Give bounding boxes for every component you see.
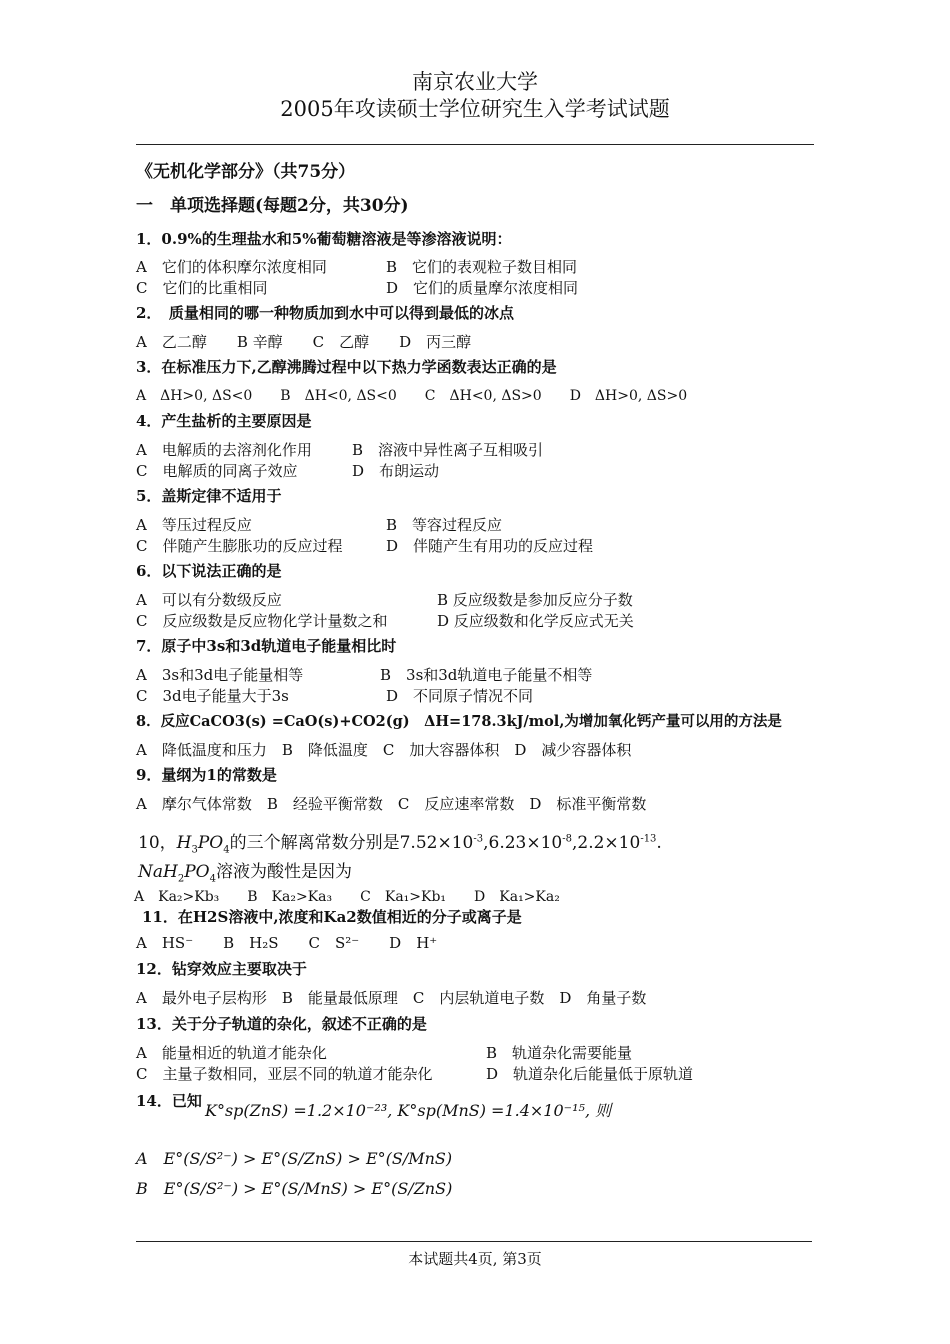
q5-option-a: A 等压过程反应 [136,516,252,534]
q13-option-d: D 轨道杂化后能量低于原轨道 [486,1065,694,1083]
question-4: 4．产生盐析的主要原因是 [136,412,312,430]
question-9: 9．量纲为1的常数是 [136,766,277,784]
page-footer: 本试题共4页, 第3页 [408,1250,542,1268]
q11-options: A HS⁻ B H₂S C S²⁻ D H⁺ [136,934,438,952]
question-10-line2: $NaH_2PO_4$溶液为酸性是因为 [138,862,352,885]
q5-option-d: D 伴随产生有用功的反应过程 [386,537,594,555]
q4-option-d: D 布朗运动 [352,462,440,480]
header-divider [136,144,814,145]
q13-option-c: C 主量子数相同，亚层不同的轨道才能杂化 [136,1065,433,1083]
question-6: 6．以下说法正确的是 [136,562,282,580]
question-7: 7．原子中3s和3d轨道电子能量相比时 [136,637,397,655]
q6-option-a: A 可以有分数级反应 [136,591,282,609]
question-1: 1．0.9%的生理盐水和5%葡萄糖溶液是等渗溶液说明： [136,230,512,248]
question-14: 14．已知 [136,1092,202,1110]
question-5: 5．盖斯定律不适用于 [136,487,282,505]
q4-option-c: C 电解质的同离子效应 [136,462,298,480]
q12-options: A 最外电子层构形 B 能量最低原理 C 内层轨道电子数 D 角量子数 [136,989,647,1007]
q1-option-a: A 它们的体积摩尔浓度相同 [136,258,327,276]
q1-option-c: C 它们的比重相同 [136,279,268,297]
q4-option-a: A 电解质的去溶剂化作用 [136,441,312,459]
q4-option-b: B 溶液中异性离子互相吸引 [352,441,544,459]
q5-option-c: C 伴随产生膨胀功的反应过程 [136,537,343,555]
q7-option-d: D 不同原子情况不同 [386,687,534,705]
q2-options: A 乙二醇 B 辛醇 C 乙醇 D 丙三醇 [136,333,472,351]
question-11: 11．在H2S溶液中,浓度和Ka2数值相近的分子或离子是 [142,908,522,926]
q1-option-b: B 它们的表观粒子数目相同 [386,258,578,276]
section-title: 《无机化学部分》（共75分） [136,162,356,182]
q9-options: A 摩尔气体常数 B 经验平衡常数 C 反应速率常数 D 标准平衡常数 [136,795,647,813]
question-12: 12．钻穿效应主要取决于 [136,960,307,978]
q14-formula: K°sp(ZnS) =1.2×10⁻²³, K°sp(MnS) =1.4×10⁻¹⁵, 则 [205,1101,612,1120]
university-name: 南京农业大学 [412,70,538,94]
part1-title: 一 单项选择题(每题2分，共30分) [136,196,409,216]
q13-option-a: A 能量相近的轨道才能杂化 [136,1044,327,1062]
question-13: 13．关于分子轨道的杂化，叙述不正确的是 [136,1015,427,1033]
q8-options: A 降低温度和压力 B 降低温度 C 加大容器体积 D 减少容器体积 [136,741,632,759]
footer-divider [136,1241,812,1242]
question-2: 2． 质量相同的哪一种物质加到水中可以得到最低的冰点 [136,304,514,322]
q7-option-c: C 3d电子能量大于3s [136,687,289,705]
q3-options: A ΔH>0, ΔS<0 B ΔH<0, ΔS<0 C ΔH<0, ΔS>0 D ΔH>0, ΔS>0 [136,388,688,404]
q6-option-d: D 反应级数和化学反应式无关 [437,612,634,630]
question-3: 3．在标准压力下,乙醇沸腾过程中以下热力学函数表达正确的是 [136,358,557,376]
question-8: 8．反应CaCO3(s) =CaO(s)+CO2(g) ΔH=178.3kJ/mol,为增加氧化钙产量可以用的方法是 [136,713,782,730]
q14-option-b: B E°(S/S²⁻) > E°(S/MnS) > E°(S/ZnS) [136,1179,453,1198]
q1-option-d: D 它们的质量摩尔浓度相同 [386,279,579,297]
q10-options: A Ka₂>Kb₃ B Ka₂>Ka₃ C Ka₁>Kb₁ D Ka₁>Ka₂ [134,889,560,905]
q7-option-a: A 3s和3d电子能量相等 [136,666,304,684]
q5-option-b: B 等容过程反应 [386,516,503,534]
exam-title: 2005年攻读硕士学位研究生入学考试试题 [280,97,670,121]
question-10-line1: 10，$H_3PO_4$的三个解离常数分别是$7.52\times 10^{-3},6.23\times 10^{-8},2.2\times 10^{-13}$. [138,833,662,856]
q7-option-b: B 3s和3d轨道电子能量不相等 [380,666,593,684]
q14-option-a: A E°(S/S²⁻) > E°(S/ZnS) > E°(S/MnS) [136,1149,453,1168]
q6-option-b: B 反应级数是参加反应分子数 [437,591,633,609]
q13-option-b: B 轨道杂化需要能量 [486,1044,633,1062]
q6-option-c: C 反应级数是反应物化学计量数之和 [136,612,388,630]
